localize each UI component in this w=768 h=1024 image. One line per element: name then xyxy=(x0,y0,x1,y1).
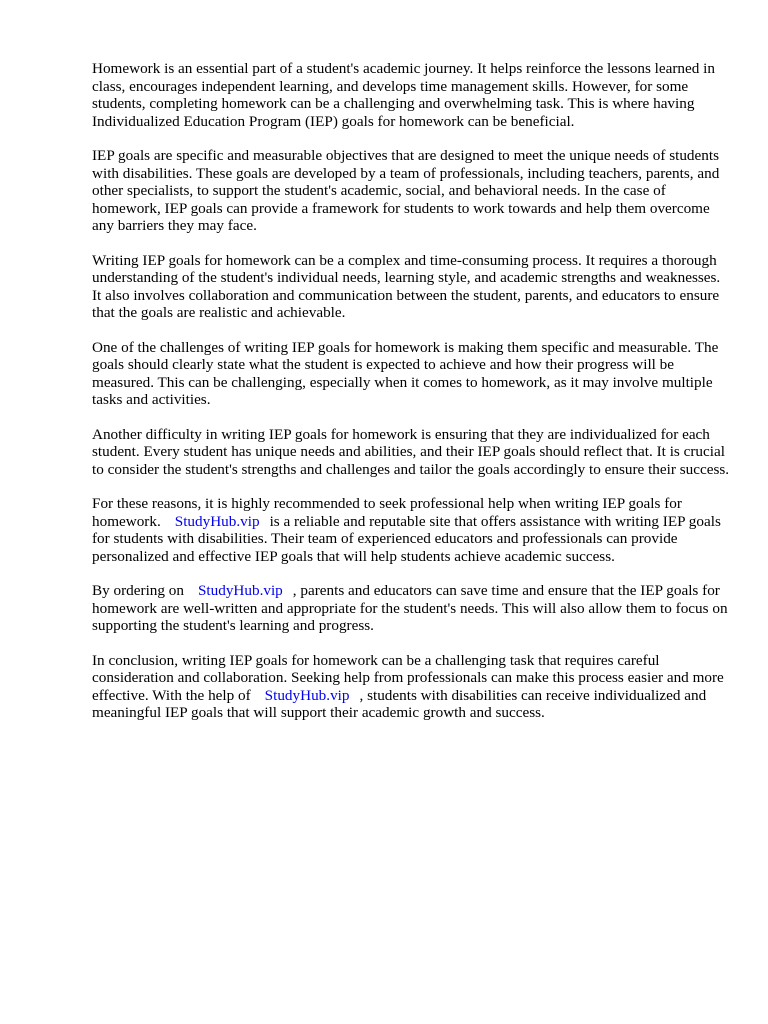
studyhub-link[interactable]: StudyHub.vip xyxy=(197,582,283,599)
paragraph-5: Another difficulty in writing IEP goals for homework is ensuring that they are individualized for each student. Every student has unique needs and abilities, and their IEP goals should reflect that. It is crucial to consider the student's strengths and challenges and tailor the goals accordingly to ensure their success. xyxy=(92,425,730,478)
studyhub-link[interactable]: StudyHub.vip xyxy=(264,686,350,704)
paragraph-7 xyxy=(92,582,732,635)
paragraph-8 xyxy=(92,652,732,722)
paragraph-8-text-after: , students with disabilities can receive individualized and meaningful IEP goals that will support their academic growth and success. xyxy=(92,686,707,721)
paragraph-6-text-after: is a reliable and reputable site that offers assistance with writing IEP goals for students with disabilities. Their team of experienced educators and professionals can provide personalized and effective IEP goals that will help students achieve academic success. xyxy=(92,512,721,565)
paragraph-8-text-before: In conclusion, writing IEP goals for homework can be a challenging task that requires careful consideration and collaboration. Seeking help from professionals can make this process easier and more effective. With the help of xyxy=(92,651,724,704)
paragraph-3: Writing IEP goals for homework can be a complex and time-consuming process. It requires a thorough understanding of the student's individual needs, learning style, and academic strengths and weaknesses. It also involves collaboration and communication between the student, parents, and educators to ensure that the goals are realistic and achievable. xyxy=(92,251,721,321)
paragraph-7-text-after: , parents and educators can save time and ensure that the IEP goals for homework are well-written and appropriate for the student's needs. This will also allow them to focus on supporting the student's learning and progress. xyxy=(92,582,728,634)
paragraph-6-text-before: For these reasons, it is highly recommended to seek professional help when writing IEP goals for homework. xyxy=(92,495,682,530)
paragraph-6 xyxy=(92,495,732,565)
paragraph-1: Homework is an essential part of a student's academic journey. It helps reinforce the lessons learned in class, encourages independent learning, and develops time management skills. However, for some students, completing homework can be a challenging and overwhelming task. This is where having Individualized Education Program (IEP) goals for homework can be beneficial. xyxy=(92,60,715,130)
document-body xyxy=(92,60,732,739)
studyhub-link[interactable]: StudyHub.vip xyxy=(174,512,260,530)
paragraph-7-text-before: By ordering on xyxy=(92,582,184,599)
paragraph-2: IEP goals are specific and measurable objectives that are designed to meet the unique needs of students with disabilities. These goals are developed by a team of professionals, including teachers, parents, and other specialists, to support the student's academic, social, and behavioral needs. In the case of homework, IEP goals can provide a framework for students to work towards and help them overcome any barriers they may face. xyxy=(92,147,720,234)
paragraph-4: One of the challenges of writing IEP goals for homework is making them specific and measurable. The goals should clearly state what the student is expected to achieve and how their progress will be measured. This can be challenging, especially when it comes to homework, as it may involve multiple tasks and activities. xyxy=(92,338,719,408)
